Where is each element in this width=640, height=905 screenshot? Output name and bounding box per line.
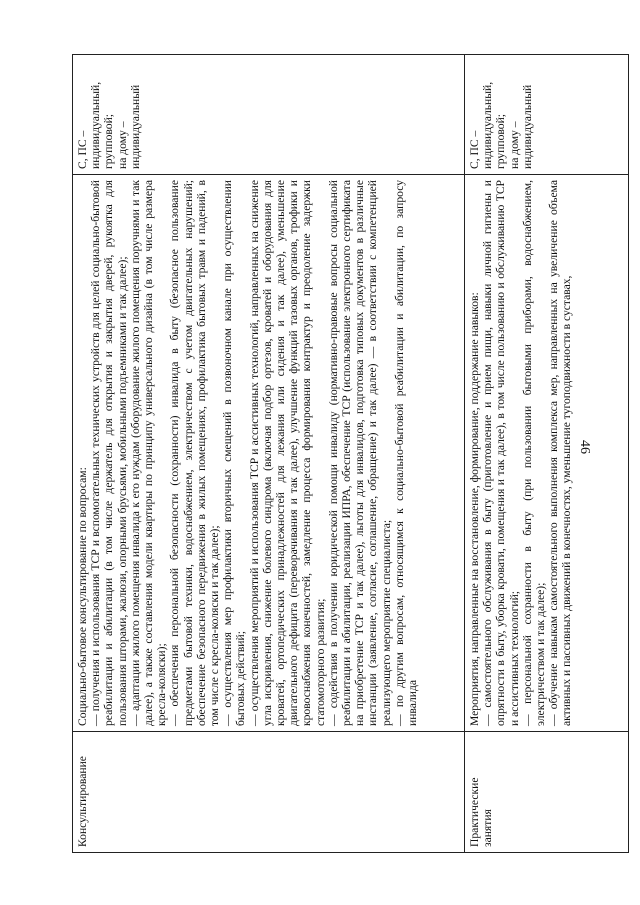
form-line: индивидуальный, [89,81,103,169]
form-line: индивидуальный [520,84,534,169]
form-line: С, ПС – [468,130,481,169]
page-number: 46 [577,440,592,454]
list-item: — содействия в получении юридической помощи инвалиду (нормативно-правовые вопросы социальной реабилитации и абилитации, реализации ИПРА, обеспечение ТСР (использование электронного сертификата на приобретение ТСР и так далее), льготы для инвалидов, подготовка типовых документов в различные инстанции (заявление, согласие, соглашение, обращение) и так далее) — в соответствии с компетенцией реализующего мероприятие специалиста; [326,180,393,726]
service-name: Практические занятия [468,777,495,847]
form-line: индивидуальный [128,84,142,169]
list-item: — по другим вопросам, относящимся к социально-бытовой реабилитации и абилитации, по запросу инвалида [392,180,420,726]
rotated-table-container [72,55,628,853]
form-line: индивидуальный, [481,81,495,169]
description-cell [465,175,629,732]
description-intro: Социально-бытовое консультирование по вопросам: [76,467,89,726]
table-row [73,55,465,853]
list-item: — осуществления мер профилактики вторичных смещений в позвоночном канале при осуществлении бытовых действий; [221,180,248,726]
service-name: Консультирование [76,756,89,847]
forms-cell [73,55,465,175]
rehabilitation-services-table [72,54,629,853]
form-line: С, ПС – [76,130,89,169]
list-item: — самостоятельного обслуживания в быту (приготовление и прием пищи, навыки личной гигиены и опрятности в быту, уборка кровати, помещения и так далее), в том числе пользованию и обслуживанию ТСР и ассистивных технологий; [481,180,521,726]
list-item: — получения и использования ТСР и вспомогательных технических устройств для целей социально-бытовой реабилитации и абилитации (в том числе держатель для открытия и закрытия дверей, рукоятка для пользования шторами, жалюзи, опорными брусьями, мобильными подъемниками и так далее); [89,180,129,726]
description-intro: Мероприятия, направленные на восстановление, формирование, поддержание навыков: [468,292,481,726]
description-cell [73,175,465,732]
service-cell [73,732,465,853]
list-item: — обеспечения персональной безопасности (сохранности) инвалида в быту (безопасное пользование предметами бытовой техники, водоснабжением, электричеством с учетом двигательных нарушений; обеспечение безопасного передвижения в жилых помещениях, профилактика бытовых травм и падений, в том числе с кресла-коляски и так далее); [168,180,222,726]
form-line: групповой; [102,113,116,169]
forms-cell [465,55,629,175]
table-row [465,55,629,853]
list-item: — персональной сохранности в быту (при пользовании бытовыми приборами, водоснабжением, электричеством и так далее); [520,180,548,726]
list-item: — осуществления мероприятий и использования ТСР и ассистивных технологий, направленных на снижение угла искривления, снижение болевого синдрома (включая подбор ортезов, кроватей и оборудования для кроватей, ортопедических принадлежностей для лежания или сидения и так далее), уменьшение двигательного дефицита (переворачивания и так далее), улучшение функций тазовых органов, трофики и кровоснабжения конечностей, замедление процесса формирования контрактур и преодоление задержки статомоторного развития; [247,180,327,726]
service-cell [465,732,629,853]
form-line: на дому – [507,121,521,169]
list-item: — адаптации жилого помещения инвалида к его нуждам (оборудование жилого помещения поручнями и так далее), а также составления модели квартиры по принципу универсального дизайна (в том числе размера кресла-коляски); [128,180,169,726]
form-line: групповой; [494,113,508,169]
list-item: — обучение навыкам самостоятельного выполнения комплекса мер, направленных на увеличение объема активных и пассивных движений в конечностях, уменьшение тугоподвижности в суставах, [547,180,574,726]
form-line: на дому – [115,121,129,169]
